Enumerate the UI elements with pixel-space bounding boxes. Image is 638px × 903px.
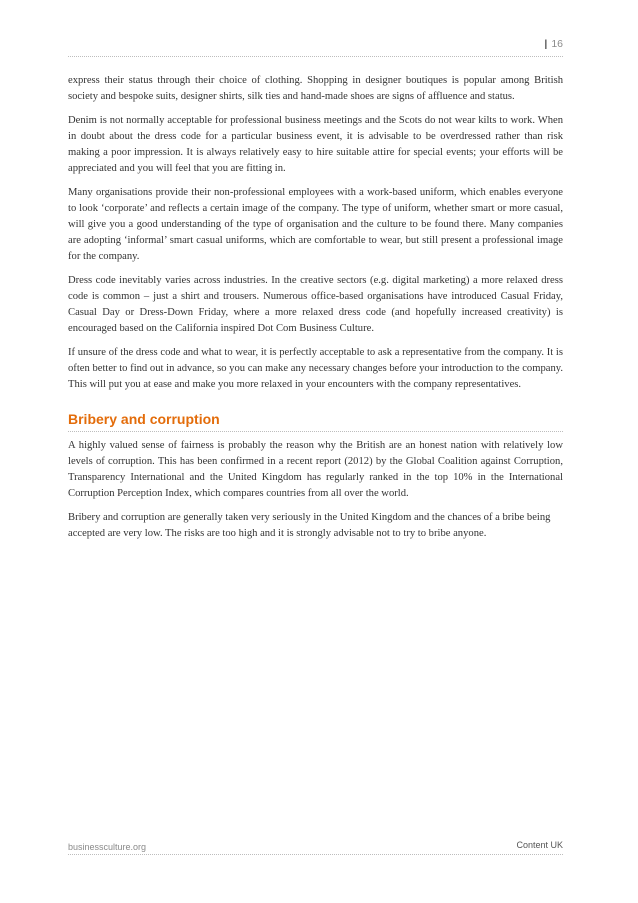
- page-content: [68, 73, 563, 550]
- footer-site: businessculture.org: [68, 842, 147, 852]
- section-body: [68, 438, 563, 542]
- paragraph: Many organisations provide their non-professional employees with a work-based uniform, which enables everyone to look ‘corporate’ and reflects a certain image of the company. The type of uniform, whether smart or more casual, will give you a good understanding of the type of organisation and the culture to be found there. Many companies are adopting ‘informal’ smart casual uniforms, which are comfortable to wear, but still present a professional image for the company.: [68, 187, 563, 262]
- page-header: [68, 36, 563, 57]
- footer-section: Content UK: [516, 840, 563, 850]
- paragraph: Dress code inevitably varies across industries. In the creative sectors (e.g. digital marketing) a more relaxed dress code is common – just a shirt and trousers. Numerous office-based organisations have introduced Casual Friday, Casual Day or Dress-Down Friday, where a more relaxed dress code (and hopefully increased creativity) is encouraged based on the California inspired Dot Com Business Culture.: [68, 275, 563, 334]
- paragraph: If unsure of the dress code and what to wear, it is perfectly acceptable to ask a representative from the company. It is often better to find out in advance, so you can make any necessary changes before your introduction to the company. This will put you at ease and make you more relaxed in your encounters with the company representatives.: [68, 347, 563, 390]
- section-heading: Bribery and corruption: [68, 411, 563, 432]
- page-number: | 16: [544, 38, 563, 50]
- paragraph: Denim is not normally acceptable for professional business meetings and the Scots do not wear kilts to work. When in doubt about the dress code for a particular business event, it is advisable to be overdressed rather than risk making a poor impression. It is always relatively easy to hire suitable attire for special events; your efforts will be appreciated and you will feel that you are fitting in.: [68, 115, 563, 174]
- paragraph: Bribery and corruption are generally taken very seriously in the United Kingdom and the chances of a bribe being accepted are very low. The risks are too high and it is strongly advisable not to try to bribe anyone.: [68, 512, 551, 539]
- paragraph: express their status through their choice of clothing. Shopping in designer boutiques is popular among British society and bespoke suits, designer shirts, silk ties and hand-made shoes are signs of affluence and status.: [68, 75, 563, 102]
- page-footer: [68, 838, 563, 855]
- paragraph: A highly valued sense of fairness is probably the reason why the British are an honest nation with relatively low levels of corruption. This has been confirmed in a recent report (2012) by the Global Coalition against Corruption, Transparency International and the United Kingdom has regularly ranked in the top 10% in the International Corruption Perception Index, which compares countries from all over the world.: [68, 440, 563, 499]
